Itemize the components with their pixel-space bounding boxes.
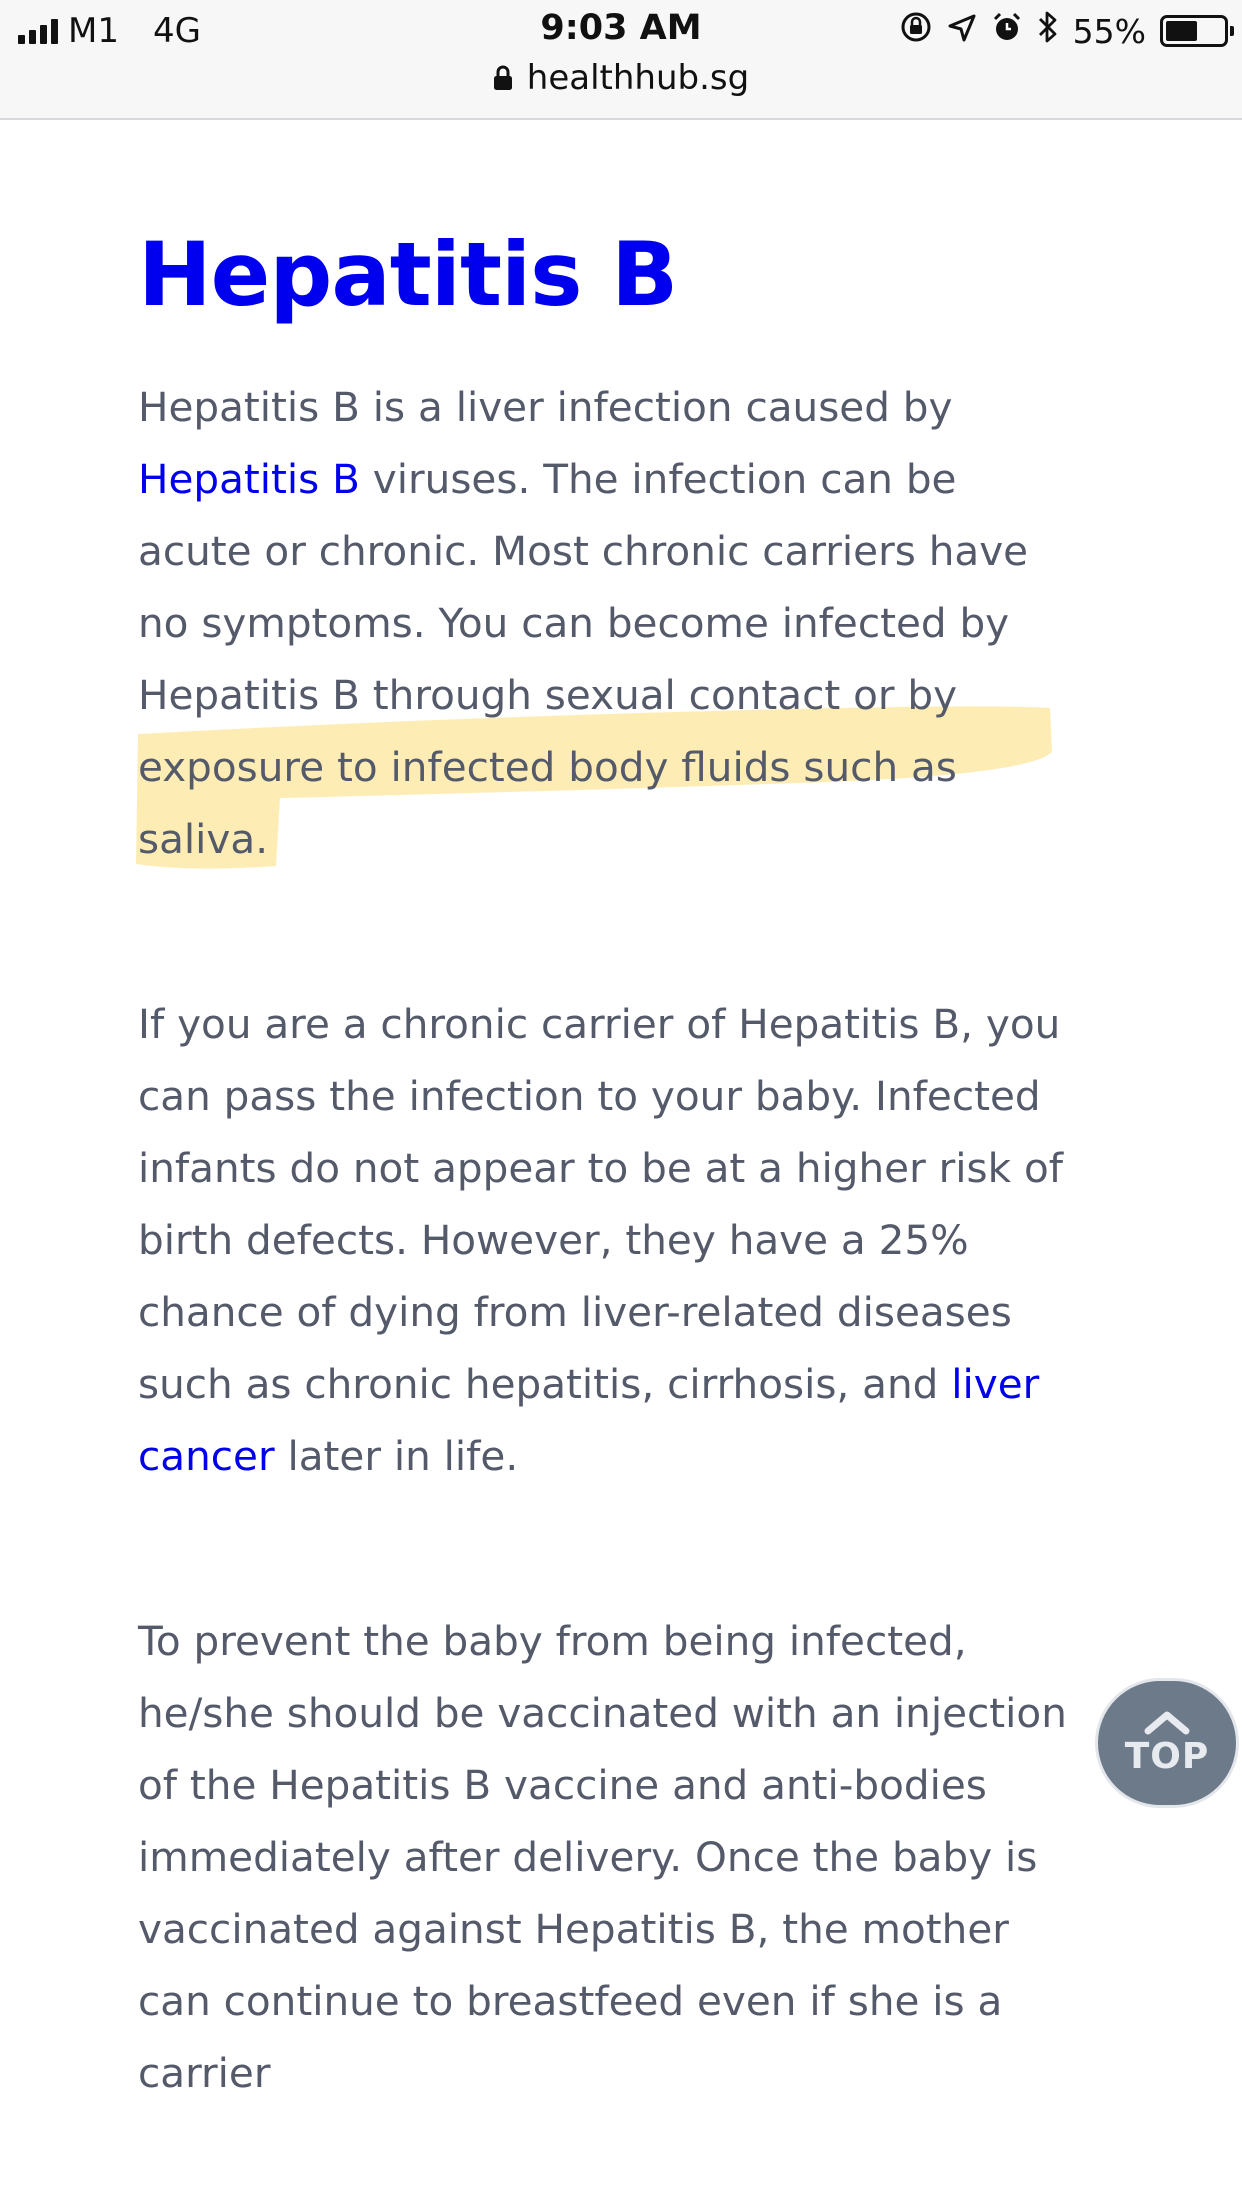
text-line: acute or chronic. Most chronic carriers have (138, 527, 1029, 575)
text-line: infants do not appear to be at a higher risk of (138, 1144, 1063, 1192)
text-fragment: viruses. The infection can be (359, 455, 957, 503)
back-to-top-label: TOP (1124, 1736, 1210, 1777)
text-line (138, 1348, 1118, 1420)
highlighted-text-line: saliva. (138, 815, 269, 863)
alarm-icon (991, 11, 1023, 51)
location-icon (947, 12, 977, 51)
network-type: 4G (152, 11, 201, 51)
paragraph-prevention (138, 1605, 1118, 2109)
text-line: vaccinated against Hepatitis B, the mother (138, 1905, 1009, 1953)
back-to-top-button[interactable] (1095, 1678, 1239, 1808)
text-fragment: later in life. (274, 1432, 519, 1480)
url-text[interactable]: healthhub.sg (526, 58, 750, 98)
status-bar (0, 0, 1242, 120)
chevron-up-icon (1142, 1709, 1192, 1735)
text-line: immediately after delivery. Once the baby is (138, 1833, 1038, 1881)
text-line: can continue to breastfeed even if she is a (138, 1977, 1003, 2025)
text-line: carrier (138, 2049, 271, 2097)
text-line: chance of dying from liver-related diseases (138, 1288, 1012, 1336)
text-line: Hepatitis B through sexual contact or by (138, 671, 958, 719)
text-line: birth defects. However, they have a 25% (138, 1216, 969, 1264)
text-line: Hepatitis B is a liver infection caused by (138, 383, 953, 431)
page-title: Hepatitis B (138, 223, 678, 326)
liver-cancer-link[interactable]: liver (951, 1360, 1040, 1408)
text-line: If you are a chronic carrier of Hepatitis B, you (138, 1000, 1061, 1048)
lock-icon (493, 64, 513, 92)
text-line: he/she should be vaccinated with an injection (138, 1689, 1067, 1737)
paragraph-carrier-risk (138, 988, 1118, 1492)
address-bar[interactable] (0, 58, 1242, 98)
hepatitis-b-link[interactable]: Hepatitis B (138, 455, 360, 503)
text-fragment: such as chronic hepatitis, cirrhosis, and (138, 1360, 952, 1408)
paragraph-intro (138, 371, 1118, 875)
battery-level (1166, 21, 1197, 41)
text-line: To prevent the baby from being infected, (138, 1617, 967, 1665)
text-line (138, 443, 1118, 515)
highlighted-text-line: exposure to infected body fluids such as (138, 743, 957, 791)
text-line: of the Hepatitis B vaccine and anti-bodies (138, 1761, 987, 1809)
orientation-lock-icon (899, 10, 933, 52)
battery-percent: 55% (1072, 11, 1146, 51)
status-right (899, 10, 1228, 52)
bluetooth-icon (1037, 10, 1059, 52)
liver-cancer-link[interactable]: cancer (138, 1432, 275, 1480)
text-line (138, 1420, 1118, 1492)
status-time: 9:03 AM (540, 8, 702, 48)
carrier-name: M1 (68, 11, 119, 51)
text-line: can pass the infection to your baby. Infected (138, 1072, 1041, 1120)
battery-icon (1160, 15, 1228, 47)
text-line: no symptoms. You can become infected by (138, 599, 1010, 647)
article (138, 225, 1118, 2109)
